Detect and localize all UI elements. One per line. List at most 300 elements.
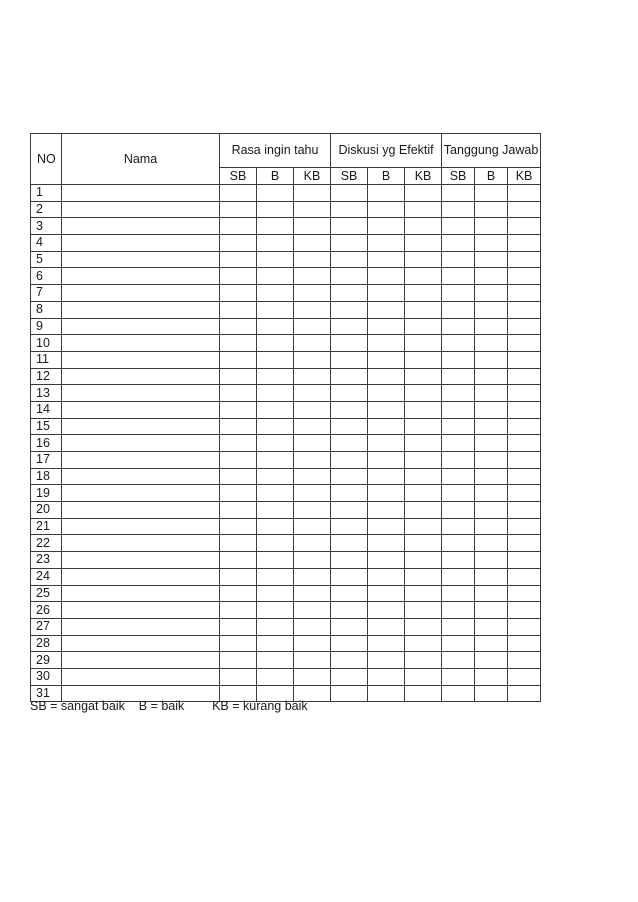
score-cell <box>294 335 331 352</box>
score-cell <box>368 568 405 585</box>
score-cell <box>475 285 508 302</box>
name-cell <box>62 668 220 685</box>
table-row <box>31 401 541 418</box>
table-row <box>31 301 541 318</box>
score-cell <box>257 301 294 318</box>
score-cell <box>475 385 508 402</box>
name-cell <box>62 585 220 602</box>
score-cell <box>405 285 442 302</box>
row-number: 3 <box>31 218 62 235</box>
score-cell <box>508 485 541 502</box>
row-number: 29 <box>31 652 62 669</box>
row-number: 8 <box>31 301 62 318</box>
score-cell <box>442 602 475 619</box>
name-cell <box>62 468 220 485</box>
score-cell <box>368 268 405 285</box>
table-row <box>31 652 541 669</box>
score-cell <box>294 418 331 435</box>
score-cell <box>368 301 405 318</box>
score-cell <box>257 201 294 218</box>
score-cell <box>368 201 405 218</box>
score-cell <box>508 468 541 485</box>
score-cell <box>257 335 294 352</box>
score-cell <box>405 518 442 535</box>
name-cell <box>62 385 220 402</box>
score-cell <box>508 401 541 418</box>
score-cell <box>368 685 405 702</box>
score-cell <box>508 285 541 302</box>
name-cell <box>62 335 220 352</box>
score-cell <box>257 618 294 635</box>
score-cell <box>331 218 368 235</box>
score-cell <box>331 502 368 519</box>
score-cell <box>368 468 405 485</box>
score-cell <box>442 235 475 252</box>
score-cell <box>294 452 331 469</box>
subheader-b: B <box>368 168 405 185</box>
table-row <box>31 218 541 235</box>
score-cell <box>508 552 541 569</box>
table-row <box>31 518 541 535</box>
score-cell <box>508 518 541 535</box>
score-cell <box>331 552 368 569</box>
score-cell <box>475 602 508 619</box>
score-cell <box>257 668 294 685</box>
score-cell <box>331 585 368 602</box>
score-cell <box>405 401 442 418</box>
subheader-sb: SB <box>331 168 368 185</box>
score-cell <box>331 318 368 335</box>
table-row <box>31 618 541 635</box>
table-row <box>31 335 541 352</box>
score-cell <box>294 218 331 235</box>
name-cell <box>62 201 220 218</box>
name-cell <box>62 218 220 235</box>
score-cell <box>508 568 541 585</box>
score-cell <box>257 452 294 469</box>
row-number: 9 <box>31 318 62 335</box>
name-cell <box>62 518 220 535</box>
score-cell <box>331 518 368 535</box>
table-row <box>31 502 541 519</box>
score-cell <box>220 285 257 302</box>
score-cell <box>294 468 331 485</box>
score-cell <box>331 535 368 552</box>
row-number: 19 <box>31 485 62 502</box>
score-cell <box>508 502 541 519</box>
header-rasa-ingin-tahu: Rasa ingin tahu <box>220 134 331 168</box>
header-diskusi-yg-efektif: Diskusi yg Efektif <box>331 134 442 168</box>
score-cell <box>508 635 541 652</box>
name-cell <box>62 185 220 202</box>
row-number: 1 <box>31 185 62 202</box>
score-cell <box>442 435 475 452</box>
score-cell <box>294 368 331 385</box>
score-cell <box>368 518 405 535</box>
score-cell <box>294 435 331 452</box>
row-number: 31 <box>31 685 62 702</box>
score-cell <box>331 235 368 252</box>
score-cell <box>220 618 257 635</box>
name-cell <box>62 535 220 552</box>
legend <box>30 699 308 713</box>
score-cell <box>475 368 508 385</box>
score-cell <box>220 652 257 669</box>
table-row <box>31 418 541 435</box>
name-cell <box>62 435 220 452</box>
table-row <box>31 635 541 652</box>
score-cell <box>257 251 294 268</box>
score-cell <box>475 635 508 652</box>
score-cell <box>442 351 475 368</box>
score-cell <box>257 351 294 368</box>
score-cell <box>220 502 257 519</box>
score-cell <box>220 351 257 368</box>
table-row <box>31 235 541 252</box>
score-cell <box>294 301 331 318</box>
score-cell <box>220 235 257 252</box>
table-row <box>31 452 541 469</box>
score-cell <box>405 251 442 268</box>
table-row <box>31 568 541 585</box>
score-cell <box>368 435 405 452</box>
score-cell <box>508 435 541 452</box>
score-cell <box>294 602 331 619</box>
score-cell <box>368 218 405 235</box>
score-cell <box>294 385 331 402</box>
score-cell <box>405 468 442 485</box>
score-cell <box>508 218 541 235</box>
score-cell <box>405 685 442 702</box>
row-number: 5 <box>31 251 62 268</box>
score-cell <box>331 602 368 619</box>
score-cell <box>405 201 442 218</box>
score-cell <box>508 585 541 602</box>
name-cell <box>62 251 220 268</box>
score-cell <box>475 468 508 485</box>
score-cell <box>294 251 331 268</box>
name-cell <box>62 285 220 302</box>
score-cell <box>442 468 475 485</box>
score-cell <box>442 401 475 418</box>
score-cell <box>405 652 442 669</box>
table-row <box>31 485 541 502</box>
header-tanggung-jawab: Tanggung Jawab <box>442 134 541 168</box>
score-cell <box>475 401 508 418</box>
score-cell <box>405 301 442 318</box>
score-cell <box>475 418 508 435</box>
score-cell <box>331 568 368 585</box>
score-cell <box>405 602 442 619</box>
score-cell <box>368 652 405 669</box>
score-cell <box>294 351 331 368</box>
score-cell <box>508 185 541 202</box>
score-cell <box>331 452 368 469</box>
score-cell <box>508 685 541 702</box>
score-cell <box>257 401 294 418</box>
score-cell <box>442 268 475 285</box>
score-cell <box>442 485 475 502</box>
score-cell <box>331 385 368 402</box>
score-cell <box>368 185 405 202</box>
score-cell <box>368 535 405 552</box>
score-cell <box>257 652 294 669</box>
score-cell <box>294 552 331 569</box>
score-cell <box>294 268 331 285</box>
score-cell <box>257 585 294 602</box>
score-cell <box>220 452 257 469</box>
score-cell <box>368 502 405 519</box>
score-cell <box>442 418 475 435</box>
name-cell <box>62 235 220 252</box>
score-cell <box>405 535 442 552</box>
row-number: 11 <box>31 351 62 368</box>
subheader-kb: KB <box>294 168 331 185</box>
name-cell <box>62 618 220 635</box>
score-cell <box>508 235 541 252</box>
score-cell <box>508 351 541 368</box>
score-cell <box>475 218 508 235</box>
score-cell <box>257 285 294 302</box>
table-row <box>31 251 541 268</box>
score-cell <box>331 268 368 285</box>
score-cell <box>442 452 475 469</box>
header-no: NO <box>31 134 62 185</box>
score-cell <box>220 552 257 569</box>
score-cell <box>257 385 294 402</box>
score-cell <box>405 552 442 569</box>
name-cell <box>62 485 220 502</box>
score-cell <box>368 285 405 302</box>
legend-b: B = baik <box>138 699 185 713</box>
score-cell <box>442 652 475 669</box>
row-number: 7 <box>31 285 62 302</box>
score-cell <box>368 318 405 335</box>
score-cell <box>508 268 541 285</box>
table-row <box>31 552 541 569</box>
score-cell <box>331 351 368 368</box>
subheader-sb: SB <box>220 168 257 185</box>
score-cell <box>294 502 331 519</box>
score-cell <box>257 552 294 569</box>
score-cell <box>220 401 257 418</box>
score-cell <box>331 652 368 669</box>
score-cell <box>508 618 541 635</box>
score-cell <box>294 235 331 252</box>
score-cell <box>257 602 294 619</box>
score-cell <box>475 185 508 202</box>
name-cell <box>62 301 220 318</box>
table-row <box>31 268 541 285</box>
score-cell <box>475 435 508 452</box>
score-cell <box>331 251 368 268</box>
table-row <box>31 201 541 218</box>
score-cell <box>257 568 294 585</box>
table-row <box>31 351 541 368</box>
score-cell <box>442 385 475 402</box>
score-cell <box>442 368 475 385</box>
score-cell <box>331 635 368 652</box>
score-cell <box>294 185 331 202</box>
score-cell <box>405 668 442 685</box>
score-cell <box>442 585 475 602</box>
score-cell <box>508 418 541 435</box>
score-cell <box>220 602 257 619</box>
score-cell <box>442 218 475 235</box>
score-cell <box>508 535 541 552</box>
score-cell <box>331 435 368 452</box>
score-cell <box>331 418 368 435</box>
row-number: 21 <box>31 518 62 535</box>
score-cell <box>442 285 475 302</box>
score-cell <box>508 368 541 385</box>
score-cell <box>405 235 442 252</box>
subheader-kb: KB <box>508 168 541 185</box>
score-cell <box>508 452 541 469</box>
score-cell <box>368 368 405 385</box>
row-number: 30 <box>31 668 62 685</box>
table-body <box>31 185 541 702</box>
row-number: 12 <box>31 368 62 385</box>
score-cell <box>220 485 257 502</box>
score-cell <box>331 301 368 318</box>
score-cell <box>405 485 442 502</box>
score-cell <box>220 335 257 352</box>
score-cell <box>442 301 475 318</box>
score-cell <box>257 318 294 335</box>
table-row <box>31 535 541 552</box>
row-number: 14 <box>31 401 62 418</box>
score-cell <box>442 185 475 202</box>
row-number: 24 <box>31 568 62 585</box>
row-number: 15 <box>31 418 62 435</box>
score-cell <box>220 635 257 652</box>
score-cell <box>294 668 331 685</box>
name-cell <box>62 568 220 585</box>
score-cell <box>442 502 475 519</box>
table-row <box>31 468 541 485</box>
row-number: 23 <box>31 552 62 569</box>
score-cell <box>405 435 442 452</box>
table-row <box>31 602 541 619</box>
subheader-b: B <box>475 168 508 185</box>
score-cell <box>405 585 442 602</box>
score-cell <box>442 552 475 569</box>
row-number: 17 <box>31 452 62 469</box>
score-cell <box>368 351 405 368</box>
score-cell <box>442 685 475 702</box>
score-cell <box>508 251 541 268</box>
score-cell <box>475 335 508 352</box>
score-cell <box>475 535 508 552</box>
score-cell <box>331 201 368 218</box>
score-cell <box>442 518 475 535</box>
table-row <box>31 318 541 335</box>
score-cell <box>475 652 508 669</box>
score-cell <box>294 652 331 669</box>
score-cell <box>475 301 508 318</box>
row-number: 22 <box>31 535 62 552</box>
score-cell <box>442 535 475 552</box>
name-cell <box>62 318 220 335</box>
row-number: 10 <box>31 335 62 352</box>
name-cell <box>62 652 220 669</box>
score-cell <box>257 435 294 452</box>
score-cell <box>475 268 508 285</box>
score-cell <box>331 685 368 702</box>
score-cell <box>368 618 405 635</box>
score-cell <box>220 368 257 385</box>
score-cell <box>220 185 257 202</box>
score-cell <box>368 401 405 418</box>
name-cell <box>62 635 220 652</box>
row-number: 13 <box>31 385 62 402</box>
row-number: 16 <box>31 435 62 452</box>
score-cell <box>475 318 508 335</box>
score-cell <box>257 268 294 285</box>
score-cell <box>405 618 442 635</box>
score-cell <box>220 268 257 285</box>
score-cell <box>257 185 294 202</box>
score-cell <box>475 235 508 252</box>
name-cell <box>62 552 220 569</box>
score-cell <box>368 485 405 502</box>
legend-kb: KB = kurang baik <box>212 699 308 713</box>
score-cell <box>368 585 405 602</box>
score-cell <box>368 552 405 569</box>
assessment-table <box>30 133 541 702</box>
score-cell <box>220 435 257 452</box>
score-cell <box>442 668 475 685</box>
name-cell <box>62 351 220 368</box>
score-cell <box>475 518 508 535</box>
header-nama: Nama <box>62 134 220 185</box>
score-cell <box>508 668 541 685</box>
score-cell <box>257 418 294 435</box>
score-cell <box>220 201 257 218</box>
score-cell <box>442 251 475 268</box>
score-cell <box>508 602 541 619</box>
table-row <box>31 385 541 402</box>
score-cell <box>475 668 508 685</box>
score-cell <box>368 668 405 685</box>
score-cell <box>405 268 442 285</box>
score-cell <box>508 335 541 352</box>
score-cell <box>405 502 442 519</box>
table-row <box>31 285 541 302</box>
score-cell <box>508 301 541 318</box>
row-number: 4 <box>31 235 62 252</box>
score-cell <box>475 618 508 635</box>
table-row <box>31 435 541 452</box>
row-number: 25 <box>31 585 62 602</box>
score-cell <box>442 335 475 352</box>
score-cell <box>220 518 257 535</box>
score-cell <box>475 201 508 218</box>
row-number: 2 <box>31 201 62 218</box>
score-cell <box>405 368 442 385</box>
subheader-sb: SB <box>442 168 475 185</box>
score-cell <box>220 418 257 435</box>
score-cell <box>331 401 368 418</box>
score-cell <box>475 552 508 569</box>
score-cell <box>405 452 442 469</box>
score-cell <box>220 568 257 585</box>
name-cell <box>62 452 220 469</box>
table-row <box>31 585 541 602</box>
score-cell <box>220 585 257 602</box>
score-cell <box>475 585 508 602</box>
